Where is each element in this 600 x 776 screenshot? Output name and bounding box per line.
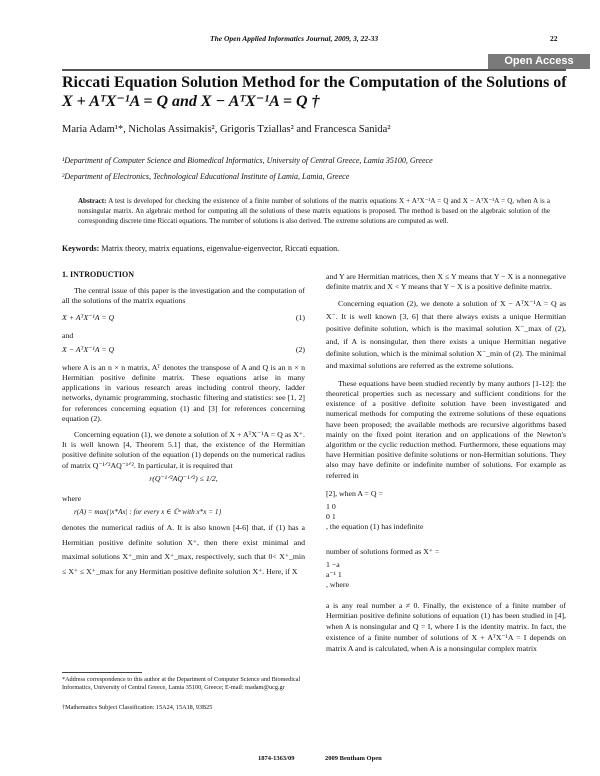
example-line-2 xyxy=(326,547,566,557)
keywords-text: Matrix theory, matrix equations, eigenvalue-eigenvector, Riccati equation. xyxy=(101,244,340,253)
left-column xyxy=(62,270,305,582)
page-number: 22 xyxy=(550,34,558,43)
abstract xyxy=(78,196,550,226)
equation-3: r(Q⁻¹ᐟ²AQ⁻¹ᐟ²) ≤ 1/2, xyxy=(149,473,218,483)
footnote-correspondence: *Address correspondence to this author at the Department of Computer Science and Biomedical Informatics, University of Central Greece, Lamia 35100, Greece; E-mail: madam@ucg.gr xyxy=(62,676,301,691)
example-text-2a: number of solutions formed as X⁺ = xyxy=(326,546,440,556)
footer-issn: 1874-1363/09 xyxy=(258,755,295,762)
example-text-1b: , the equation (1) has indefinite xyxy=(326,522,424,532)
section-heading: 1. INTRODUCTION xyxy=(62,270,135,279)
where-text: where xyxy=(62,493,82,503)
keywords-label: Keywords: xyxy=(62,244,100,253)
solution-matrix-row: 1 −a xyxy=(326,559,340,569)
journal-header: The Open Applied Informatics Journal, 2009, 3, 22-33 xyxy=(210,34,379,43)
title-line-1: Riccati Equation Solution Method for the Computation of the Solutions of xyxy=(62,74,567,91)
keywords xyxy=(62,244,572,253)
equation-2 xyxy=(62,345,305,363)
affiliation-2: ²Department of Electronics, Technological Educational Institute of Lamia, Lamia, Greece xyxy=(62,172,350,181)
affiliation-1: ¹Department of Computer Science and Biomedical Informatics, University of Central Greece, Lamia 35100, Greece xyxy=(62,156,433,165)
right-column xyxy=(326,272,566,657)
open-access-badge: Open Access xyxy=(488,54,590,69)
and-text: and xyxy=(62,330,74,340)
footer-publisher: 2009 Bentham Open xyxy=(325,755,382,762)
identity-matrix-row: 1 0 xyxy=(326,502,336,512)
abstract-label: Abstract: xyxy=(78,197,107,205)
footnote-rule xyxy=(62,672,142,673)
intro-paragraph-2: where A is an n × n matrix, Aᵀ denotes the transpose of A and Q is an n × n Hermitian positive definite matrix. These equations arise in many applications in various research areas including control theory, ladder networks, dynamic programming, stochastic filtering and statistics: see [1, 2] for references concerning equation (1) and [3] for references concerning equation (2). xyxy=(62,362,305,423)
intro-paragraph-3: Concerning equation (1), we denote a solution of X + AᵀX⁻¹A = Q as X⁺. It is well known [4, Theorem 5.1] that, the existence of the Hermitian positive definite solution of the equation (1) depends on the numerical radius of matrix Q⁻¹ᐟ²AQ⁻¹ᐟ². In particular, it is required that xyxy=(62,430,305,470)
right-paragraph-1: and Y are Hermitian matrices, then X ≤ Y means that Y − X is a nonnegative definite matrix and X < Y means that Y − X is a positive definite matrix. xyxy=(326,272,566,292)
paper-title xyxy=(62,73,572,111)
intro-paragraph-1: The central issue of this paper is the investigation and the computation of all the solutions of the matrix equations xyxy=(62,286,305,306)
example-text-2b: , where xyxy=(326,580,349,590)
equation-2-number: (2) xyxy=(295,344,305,354)
header-rule xyxy=(62,69,566,71)
equation-2-body: X − AᵀX⁻¹A = Q xyxy=(62,344,115,354)
right-paragraph-4: a is any real number a ≠ 0. Finally, the existence of a finite number of Hermitian positive definite solutions of equation (1) has been studied in [4], when A is nonsingular and Q = I, where I is the identity matrix. In fact, the existence of a finite number of solutions of X + AᵀX⁻¹A = I depends on matrix A and is calculated, when A is a nonsingular complex matrix xyxy=(326,600,566,653)
right-paragraph-3: These equations have been studied recently by many authors [1-12]: the theoretical properties such as necessary and sufficient conditions for the existence of a positive definite solution have been investigated and numerical methods for computing the extreme solutions of these equations have been proposed; the available methods are recursive algorithms based mainly on the fixed point iteration and on applications of the Newton's algorithm or the cyclic reduction method. Furthermore, these equations may have Hermitian positive definite solutions or non-Hermitian solutions. They also may have definite or indefinite number of solutions. For example as referred in xyxy=(326,378,566,480)
right-paragraph-2: Concerning equation (2), we denote a solution of X − AᵀX⁻¹A = Q as X⁻. It is well known [3, 6] that there always exists a unique Hermitian positive definite solution, which is the maximal solution X⁻_max of (2), and, if A is nonsingular, then there exists a unique Hermitian negative definite solution, which is the minimal solution X⁻_min of (2). The minimal and maximal solutions are referred as the extreme solutions. xyxy=(326,299,566,371)
title-line-2: X + AᵀX⁻¹A = Q and X − AᵀX⁻¹A = Q † xyxy=(62,93,320,110)
equation-4: r(A) = max{|x*Ax| : for every x ∈ ℂⁿ with x*x = 1} xyxy=(74,508,222,517)
equation-1 xyxy=(62,313,305,331)
identity-matrix-row: 0 1 xyxy=(326,512,336,522)
intro-paragraph-4: denotes the numerical radius of A. It is also known [4-6] that, if (1) has a Hermitian positive definite solution X⁺, then there exist minimal and maximal solutions X⁺_min and X⁺_max, respectively, such that 0< X⁺_min ≤ X⁺ ≤ X⁺_max for any Hermitian positive definite solution X⁺. Here, if X xyxy=(62,523,305,576)
example-line-1 xyxy=(326,489,566,499)
equation-1-body: X + AᵀX⁻¹A = Q xyxy=(62,312,115,322)
example-text-1a: [2], when A = Q = xyxy=(326,488,383,498)
equation-1-number: (1) xyxy=(295,312,305,322)
abstract-text: A test is developed for checking the existence of a finite number of solutions of the matrix equations X + AᵀX⁻¹A = Q and X − AᵀX⁻¹A = Q, when A is a nonsingular matrix. An algebraic method for computing all the solutions of these matrix equations is proposed. The method is based on the algebraic solution of the corresponding discrete time Riccati equations. The number of solutions is also derived. The extreme solutions are computed as well. xyxy=(78,197,550,225)
footnote-msc: †Mathematics Subject Classification: 15A24, 15A18, 93B25 xyxy=(62,704,213,711)
authors: Maria Adam¹*, Nicholas Assimakis², Grigoris Tziallas² and Francesca Sanida² xyxy=(62,124,391,135)
solution-matrix-row: a⁻¹ 1 xyxy=(326,570,342,580)
